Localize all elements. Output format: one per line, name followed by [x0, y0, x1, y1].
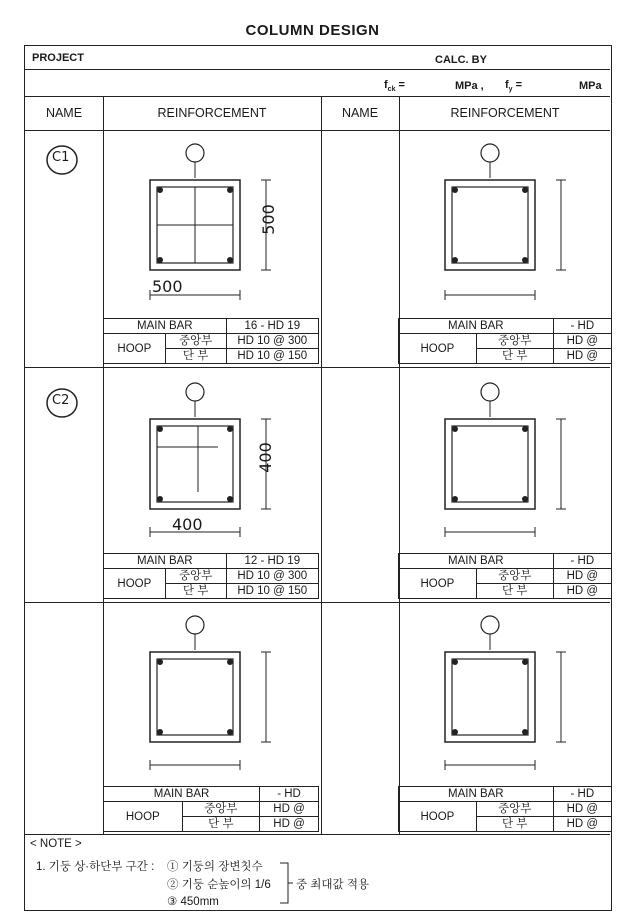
rebar-table-r3-left — [103, 786, 319, 832]
hoop-end-value: HD @ — [260, 817, 319, 832]
main-bar-value: - HD — [553, 554, 611, 569]
c2-height-dim: 400 — [255, 442, 275, 473]
c2-width-dim: 400 — [172, 515, 203, 534]
main-bar-label: MAIN BAR — [399, 319, 554, 334]
fck-unit: MPa , — [455, 80, 484, 92]
note-line1-prefix: 1. 기둥 상·하단부 구간 : — [36, 861, 155, 873]
mid-label: 중앙부 — [165, 569, 226, 584]
hoop-mid-value: HD 10 @ 300 — [226, 569, 318, 584]
section-drawing-r3-left — [103, 610, 318, 790]
rebar-table-r2-left — [103, 553, 319, 599]
row2-name: C2 — [52, 393, 70, 408]
main-bar-value: 16 - HD 19 — [226, 319, 318, 334]
end-label: 단 부 — [476, 349, 553, 364]
note-suffix: 중 최대값 적용 — [296, 879, 370, 891]
rebar-table-r3-right — [398, 786, 612, 832]
hoop-mid-value: HD 10 @ 300 — [226, 334, 318, 349]
hoop-end-value: HD 10 @ 150 — [226, 584, 318, 599]
reinforcement-header-2: REINFORCEMENT — [450, 106, 560, 120]
hoop-label: HOOP — [104, 334, 166, 364]
hoop-label: HOOP — [399, 802, 477, 832]
end-label: 단 부 — [165, 349, 226, 364]
fy-label: $f_y$ = — [505, 79, 523, 94]
page-title: COLUMN DESIGN — [245, 22, 380, 39]
mid-label: 중앙부 — [476, 334, 553, 349]
end-label: 단 부 — [476, 584, 553, 599]
note-item3: ③ 450mm — [167, 896, 219, 908]
mid-label: 중앙부 — [476, 802, 553, 817]
end-label: 단 부 — [476, 817, 553, 832]
project-label: PROJECT — [32, 52, 84, 64]
hoop-end-value: HD @ — [553, 349, 611, 364]
fck-label: $f_{ck}$ = — [384, 79, 405, 94]
end-label: 단 부 — [182, 817, 260, 832]
section-drawing-r2-right — [398, 377, 613, 557]
calc-by-label: CALC. BY — [435, 54, 487, 66]
note-item2: ② 기둥 순높이의 1/6 — [167, 879, 271, 891]
main-bar-value: - HD — [260, 787, 319, 802]
mid-label: 중앙부 — [476, 569, 553, 584]
hoop-label: HOOP — [399, 334, 477, 364]
note-item1: ① 기둥의 장변칫수 — [167, 861, 263, 873]
hoop-mid-value: HD @ — [553, 569, 611, 584]
section-drawing-r2-left — [103, 377, 318, 557]
section-drawing-r1-left — [103, 138, 318, 318]
section-drawing-r3-right — [398, 610, 613, 790]
main-bar-value: - HD — [553, 787, 611, 802]
main-bar-label: MAIN BAR — [104, 787, 260, 802]
main-bar-value: - HD — [553, 319, 611, 334]
hoop-end-value: HD @ — [553, 584, 611, 599]
mid-label: 중앙부 — [165, 334, 226, 349]
reinforcement-header-1: REINFORCEMENT — [157, 106, 267, 120]
note-heading: < NOTE > — [30, 838, 82, 850]
c1-width-dim: 500 — [152, 277, 183, 296]
name-header-2: NAME — [341, 106, 379, 120]
main-bar-label: MAIN BAR — [399, 787, 554, 802]
hoop-end-value: HD @ — [553, 817, 611, 832]
hoop-end-value: HD 10 @ 150 — [226, 349, 318, 364]
fy-unit: MPa — [579, 80, 602, 92]
hoop-label: HOOP — [399, 569, 477, 599]
hoop-label: HOOP — [104, 569, 166, 599]
c1-height-dim: 500 — [258, 204, 278, 235]
rebar-table-r1-right — [398, 318, 612, 364]
hoop-mid-value: HD @ — [553, 334, 611, 349]
note-bracket — [278, 860, 294, 906]
main-bar-value: 12 - HD 19 — [226, 554, 318, 569]
row1-name-circle — [44, 143, 80, 182]
mid-label: 중앙부 — [182, 802, 260, 817]
hoop-label: HOOP — [104, 802, 183, 832]
row1-name: C1 — [52, 150, 70, 165]
main-bar-label: MAIN BAR — [399, 554, 554, 569]
rebar-table-r2-right — [398, 553, 612, 599]
end-label: 단 부 — [165, 584, 226, 599]
hoop-mid-value: HD @ — [260, 802, 319, 817]
rebar-table-r1-left — [103, 318, 319, 364]
main-bar-label: MAIN BAR — [104, 554, 227, 569]
row2-name-circle — [44, 386, 80, 425]
hoop-mid-value: HD @ — [553, 802, 611, 817]
main-bar-label: MAIN BAR — [104, 319, 227, 334]
name-header-1: NAME — [45, 106, 83, 120]
section-drawing-r1-right — [398, 138, 613, 318]
